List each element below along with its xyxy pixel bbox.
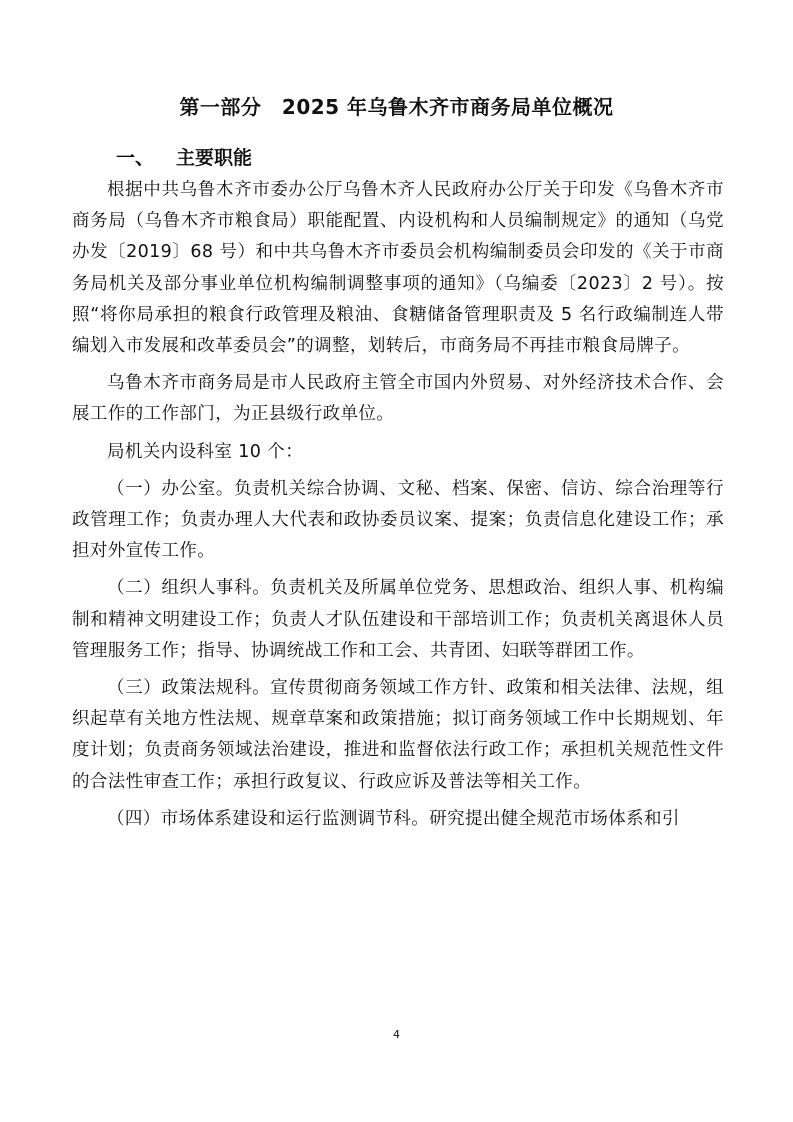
- paragraph-policy-law: （三）政策法规科。宣传贯彻商务领域工作方针、政策和相关法律、法规，组织起草有关地方性法规、规章草案和政策措施；拟订商务领域工作中长期规划、年度计划；负责商务领域法治建设，推进和监督依法行政工作；承担机关规范性文件的合法性审查工作；承担行政复议、行政应诉及普法等相关工作。: [72, 678, 724, 792]
- body-text: [72, 175, 724, 835]
- paragraph-background: 根据中共乌鲁木齐市委办公厅乌鲁木齐人民政府办公厅关于印发《乌鲁木齐市商务局（乌鲁木齐市粮食局）职能配置、内设机构和人员编制规定》的通知（乌党办发〔2019〕68 号）和中共乌鲁木齐市委员会机构编制委员会印发的《关于市商务局机关及部分事业单位机构编制调整事项的通知》（乌编委〔2023〕2 号）。按照“将你局承担的粮食行政管理及粮油、食糖储备管理职责及 5 名行政编制连人带编划入市发展和改革委员会”的调整，划转后，市商务局不再挂市粮食局牌子。: [72, 180, 724, 357]
- paragraph-departments-intro: 局机关内设科室 10 个：: [107, 441, 304, 462]
- section-number: 一、: [116, 147, 155, 169]
- paragraph-market-system: （四）市场体系建设和运行监测调节科。研究提出健全规范市场体系和引: [107, 808, 680, 829]
- paragraph-definition: 乌鲁木齐市商务局是市人民政府主管全市国内外贸易、对外经济技术合作、会展工作的工作部门，为正县级行政单位。: [72, 373, 724, 425]
- section-heading-text: 主要职能: [176, 147, 253, 169]
- paragraph-personnel: （二）组织人事科。负责机关及所属单位党务、思想政治、组织人事、机构编制和精神文明建设工作；负责人才队伍建设和干部培训工作；负责机关离退休人员管理服务工作；指导、协调统战工作和工会、共青团、妇联等群团工作。: [72, 578, 724, 661]
- page-number: 4: [393, 1028, 400, 1041]
- page-title: 第一部分 2025 年乌鲁木齐市商务局单位概况: [179, 95, 614, 119]
- section-heading: [116, 143, 252, 173]
- paragraph-office: （一）办公室。负责机关综合协调、文秘、档案、保密、信访、综合治理等行政管理工作；负责办理人大代表和政协委员议案、提案；负责信息化建设工作；承担对外宣传工作。: [72, 478, 724, 562]
